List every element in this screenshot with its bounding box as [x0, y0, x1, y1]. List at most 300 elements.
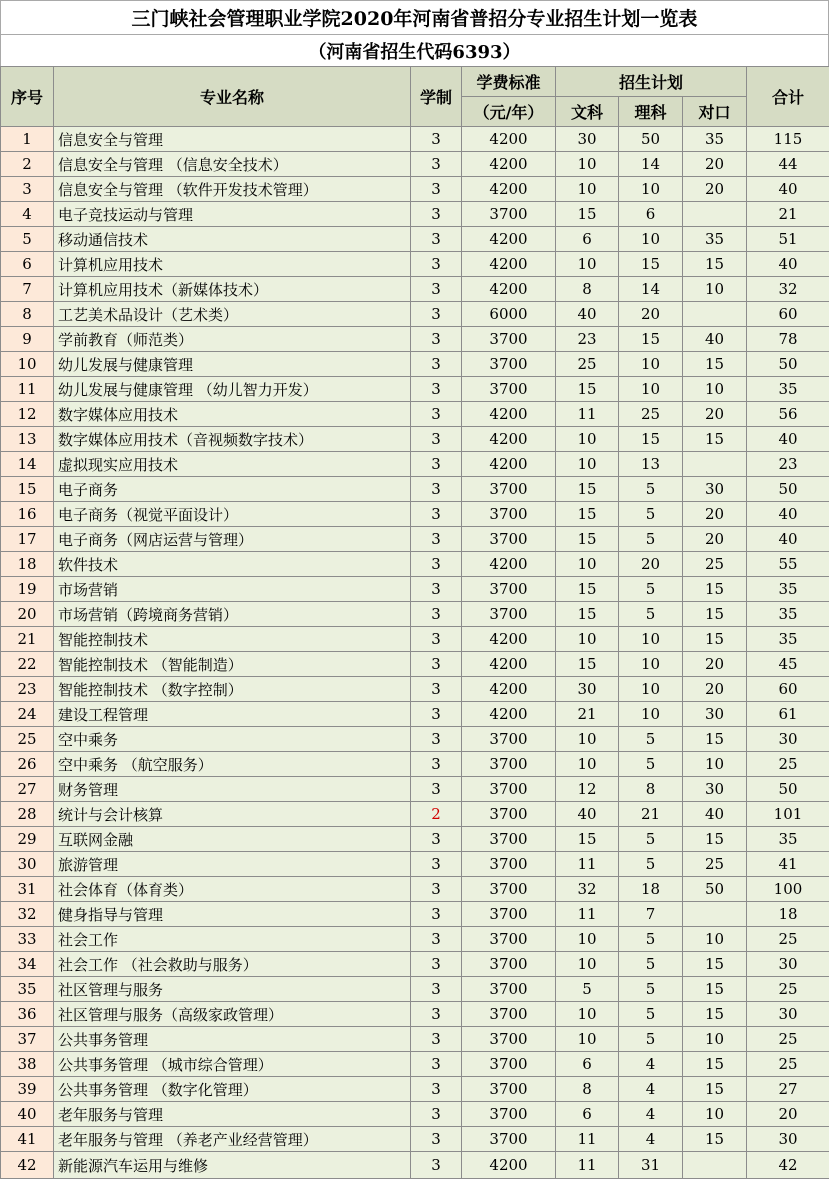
cell-science: 10	[619, 702, 683, 727]
cell-duration: 3	[411, 177, 462, 202]
cell-fee: 4200	[462, 452, 556, 477]
cell-science: 10	[619, 677, 683, 702]
cell-fee: 4200	[462, 177, 556, 202]
cell-arts: 10	[556, 627, 619, 652]
cell-arts: 10	[556, 1027, 619, 1052]
cell-arts: 15	[556, 502, 619, 527]
cell-fee: 3700	[462, 727, 556, 752]
cell-major-name: 智能控制技术	[54, 627, 411, 652]
cell-science: 5	[619, 927, 683, 952]
cell-vocational	[683, 452, 747, 477]
cell-fee: 4200	[462, 552, 556, 577]
cell-vocational: 15	[683, 827, 747, 852]
cell-fee: 3700	[462, 777, 556, 802]
cell-seq: 28	[1, 802, 54, 827]
cell-seq: 10	[1, 352, 54, 377]
cell-duration: 3	[411, 577, 462, 602]
cell-science: 10	[619, 652, 683, 677]
cell-major-name: 数字媒体应用技术（音视频数字技术）	[54, 427, 411, 452]
cell-science: 5	[619, 577, 683, 602]
table-row	[1, 577, 829, 602]
cell-major-name: 计算机应用技术	[54, 252, 411, 277]
cell-seq: 38	[1, 1052, 54, 1077]
cell-duration: 3	[411, 752, 462, 777]
cell-arts: 10	[556, 152, 619, 177]
cell-major-name: 社区管理与服务	[54, 977, 411, 1002]
cell-science: 4	[619, 1077, 683, 1102]
cell-total: 21	[747, 202, 829, 227]
cell-vocational	[683, 902, 747, 927]
cell-major-name: 幼儿发展与健康管理	[54, 352, 411, 377]
cell-fee: 3700	[462, 827, 556, 852]
cell-total: 100	[747, 877, 829, 902]
cell-science: 5	[619, 502, 683, 527]
cell-duration: 3	[411, 1027, 462, 1052]
cell-total: 30	[747, 1002, 829, 1027]
cell-science: 25	[619, 402, 683, 427]
cell-major-name: 信息安全与管理 （信息安全技术）	[54, 152, 411, 177]
cell-major-name: 互联网金融	[54, 827, 411, 852]
cell-fee: 3700	[462, 477, 556, 502]
cell-arts: 6	[556, 1102, 619, 1127]
cell-seq: 35	[1, 977, 54, 1002]
cell-vocational: 20	[683, 402, 747, 427]
cell-seq: 20	[1, 602, 54, 627]
cell-major-name: 空中乘务	[54, 727, 411, 752]
cell-major-name: 幼儿发展与健康管理 （幼儿智力开发）	[54, 377, 411, 402]
table-row	[1, 527, 829, 552]
cell-duration: 3	[411, 402, 462, 427]
table-row	[1, 1077, 829, 1102]
cell-total: 55	[747, 552, 829, 577]
cell-major-name: 社会工作 （社会救助与服务）	[54, 952, 411, 977]
cell-major-name: 智能控制技术 （数字控制）	[54, 677, 411, 702]
cell-seq: 34	[1, 952, 54, 977]
cell-vocational: 10	[683, 752, 747, 777]
cell-seq: 13	[1, 427, 54, 452]
cell-total: 40	[747, 177, 829, 202]
cell-total: 25	[747, 977, 829, 1002]
cell-vocational: 15	[683, 627, 747, 652]
cell-total: 61	[747, 702, 829, 727]
cell-seq: 17	[1, 527, 54, 552]
table-row	[1, 1127, 829, 1152]
cell-duration: 2	[411, 802, 462, 827]
cell-major-name: 工艺美术品设计（艺术类）	[54, 302, 411, 327]
cell-total: 35	[747, 827, 829, 852]
header-science: 理科	[619, 97, 683, 127]
cell-science: 14	[619, 277, 683, 302]
cell-science: 15	[619, 327, 683, 352]
cell-total: 35	[747, 602, 829, 627]
cell-total: 51	[747, 227, 829, 252]
cell-total: 30	[747, 1127, 829, 1152]
cell-fee: 3700	[462, 1102, 556, 1127]
table-row	[1, 927, 829, 952]
cell-seq: 15	[1, 477, 54, 502]
cell-total: 50	[747, 352, 829, 377]
cell-vocational: 15	[683, 1127, 747, 1152]
cell-science: 7	[619, 902, 683, 927]
cell-vocational: 20	[683, 527, 747, 552]
cell-science: 10	[619, 177, 683, 202]
cell-duration: 3	[411, 327, 462, 352]
cell-major-name: 老年服务与管理	[54, 1102, 411, 1127]
cell-total: 40	[747, 527, 829, 552]
cell-duration: 3	[411, 877, 462, 902]
cell-major-name: 市场营销（跨境商务营销）	[54, 602, 411, 627]
cell-total: 25	[747, 1027, 829, 1052]
cell-arts: 10	[556, 427, 619, 452]
cell-total: 42	[747, 1152, 829, 1179]
cell-arts: 10	[556, 177, 619, 202]
cell-seq: 32	[1, 902, 54, 927]
cell-total: 115	[747, 127, 829, 152]
table-row	[1, 877, 829, 902]
cell-major-name: 电子商务（视觉平面设计）	[54, 502, 411, 527]
cell-duration: 3	[411, 952, 462, 977]
cell-seq: 24	[1, 702, 54, 727]
cell-vocational: 15	[683, 577, 747, 602]
cell-arts: 6	[556, 1052, 619, 1077]
cell-vocational: 15	[683, 252, 747, 277]
cell-seq: 30	[1, 852, 54, 877]
cell-science: 10	[619, 352, 683, 377]
table-body	[1, 127, 829, 1179]
cell-duration: 3	[411, 1127, 462, 1152]
header-fee-unit: （元/年）	[462, 97, 556, 127]
cell-vocational: 15	[683, 427, 747, 452]
cell-major-name: 移动通信技术	[54, 227, 411, 252]
cell-total: 60	[747, 302, 829, 327]
cell-total: 60	[747, 677, 829, 702]
cell-total: 35	[747, 627, 829, 652]
cell-duration: 3	[411, 977, 462, 1002]
cell-vocational	[683, 1152, 747, 1179]
table-row	[1, 1027, 829, 1052]
cell-fee: 3700	[462, 327, 556, 352]
cell-duration: 3	[411, 1077, 462, 1102]
cell-fee: 4200	[462, 627, 556, 652]
cell-major-name: 财务管理	[54, 777, 411, 802]
table-row	[1, 1152, 829, 1179]
table-row	[1, 152, 829, 177]
cell-fee: 4200	[462, 1152, 556, 1179]
cell-duration: 3	[411, 1102, 462, 1127]
cell-duration: 3	[411, 652, 462, 677]
header-arts: 文科	[556, 97, 619, 127]
cell-science: 20	[619, 552, 683, 577]
cell-fee: 4200	[462, 227, 556, 252]
cell-seq: 6	[1, 252, 54, 277]
table-row	[1, 802, 829, 827]
cell-vocational: 25	[683, 852, 747, 877]
cell-arts: 11	[556, 852, 619, 877]
cell-duration: 3	[411, 302, 462, 327]
cell-vocational: 15	[683, 727, 747, 752]
table-row	[1, 827, 829, 852]
cell-duration: 3	[411, 452, 462, 477]
cell-fee: 4200	[462, 277, 556, 302]
cell-duration: 3	[411, 852, 462, 877]
cell-science: 10	[619, 227, 683, 252]
cell-vocational	[683, 202, 747, 227]
cell-arts: 10	[556, 552, 619, 577]
table-row	[1, 977, 829, 1002]
cell-science: 4	[619, 1102, 683, 1127]
cell-major-name: 社区管理与服务（高级家政管理）	[54, 1002, 411, 1027]
cell-total: 25	[747, 752, 829, 777]
cell-duration: 3	[411, 1002, 462, 1027]
cell-major-name: 社会工作	[54, 927, 411, 952]
cell-seq: 2	[1, 152, 54, 177]
table-row	[1, 302, 829, 327]
cell-major-name: 公共事务管理	[54, 1027, 411, 1052]
cell-total: 30	[747, 952, 829, 977]
table-row	[1, 552, 829, 577]
header-total: 合计	[747, 67, 829, 127]
cell-arts: 23	[556, 327, 619, 352]
header-seq: 序号	[1, 67, 54, 127]
cell-seq: 21	[1, 627, 54, 652]
cell-seq: 29	[1, 827, 54, 852]
cell-seq: 36	[1, 1002, 54, 1027]
table-row	[1, 677, 829, 702]
cell-fee: 3700	[462, 952, 556, 977]
cell-fee: 3700	[462, 902, 556, 927]
cell-fee: 3700	[462, 527, 556, 552]
cell-science: 5	[619, 477, 683, 502]
cell-duration: 3	[411, 552, 462, 577]
cell-major-name: 数字媒体应用技术	[54, 402, 411, 427]
table-row	[1, 652, 829, 677]
cell-arts: 15	[556, 202, 619, 227]
cell-vocational: 20	[683, 152, 747, 177]
cell-vocational: 15	[683, 1002, 747, 1027]
cell-major-name: 公共事务管理 （数字化管理）	[54, 1077, 411, 1102]
cell-science: 15	[619, 427, 683, 452]
cell-vocational: 25	[683, 552, 747, 577]
cell-duration: 3	[411, 277, 462, 302]
cell-total: 32	[747, 277, 829, 302]
cell-duration: 3	[411, 127, 462, 152]
cell-arts: 11	[556, 402, 619, 427]
cell-duration: 3	[411, 427, 462, 452]
cell-science: 5	[619, 1002, 683, 1027]
cell-total: 50	[747, 777, 829, 802]
cell-seq: 40	[1, 1102, 54, 1127]
cell-seq: 9	[1, 327, 54, 352]
cell-major-name: 市场营销	[54, 577, 411, 602]
header-fee: 学费标准	[462, 67, 556, 97]
cell-major-name: 新能源汽车运用与维修	[54, 1152, 411, 1179]
cell-vocational: 40	[683, 327, 747, 352]
cell-fee: 4200	[462, 152, 556, 177]
cell-arts: 10	[556, 1002, 619, 1027]
cell-arts: 40	[556, 302, 619, 327]
cell-major-name: 智能控制技术 （智能制造）	[54, 652, 411, 677]
cell-science: 15	[619, 252, 683, 277]
table-row	[1, 477, 829, 502]
table-row	[1, 727, 829, 752]
cell-total: 41	[747, 852, 829, 877]
cell-fee: 3700	[462, 502, 556, 527]
cell-duration: 3	[411, 502, 462, 527]
table-row	[1, 1002, 829, 1027]
cell-arts: 15	[556, 602, 619, 627]
cell-science: 21	[619, 802, 683, 827]
cell-vocational: 15	[683, 952, 747, 977]
cell-science: 10	[619, 627, 683, 652]
cell-fee: 4200	[462, 427, 556, 452]
cell-arts: 15	[556, 827, 619, 852]
cell-major-name: 建设工程管理	[54, 702, 411, 727]
cell-fee: 3700	[462, 377, 556, 402]
cell-arts: 15	[556, 652, 619, 677]
cell-seq: 19	[1, 577, 54, 602]
cell-science: 5	[619, 852, 683, 877]
cell-science: 5	[619, 727, 683, 752]
cell-vocational: 35	[683, 227, 747, 252]
cell-fee: 4200	[462, 402, 556, 427]
cell-science: 5	[619, 1027, 683, 1052]
cell-seq: 16	[1, 502, 54, 527]
cell-duration: 3	[411, 377, 462, 402]
cell-fee: 3700	[462, 852, 556, 877]
cell-major-name: 健身指导与管理	[54, 902, 411, 927]
cell-major-name: 社会体育（体育类）	[54, 877, 411, 902]
cell-vocational: 15	[683, 1052, 747, 1077]
cell-science: 5	[619, 527, 683, 552]
cell-total: 50	[747, 477, 829, 502]
cell-arts: 10	[556, 727, 619, 752]
cell-vocational	[683, 302, 747, 327]
table-row	[1, 702, 829, 727]
cell-arts: 11	[556, 902, 619, 927]
cell-duration: 3	[411, 152, 462, 177]
cell-vocational: 20	[683, 652, 747, 677]
cell-major-name: 信息安全与管理	[54, 127, 411, 152]
cell-science: 14	[619, 152, 683, 177]
cell-fee: 4200	[462, 252, 556, 277]
cell-arts: 15	[556, 477, 619, 502]
table-row	[1, 902, 829, 927]
cell-total: 25	[747, 1052, 829, 1077]
cell-seq: 41	[1, 1127, 54, 1152]
cell-seq: 8	[1, 302, 54, 327]
table-row	[1, 377, 829, 402]
cell-arts: 30	[556, 127, 619, 152]
cell-seq: 31	[1, 877, 54, 902]
cell-total: 44	[747, 152, 829, 177]
table-row	[1, 327, 829, 352]
cell-fee: 3700	[462, 202, 556, 227]
cell-science: 10	[619, 377, 683, 402]
cell-fee: 3700	[462, 1027, 556, 1052]
cell-duration: 3	[411, 202, 462, 227]
table-row	[1, 127, 829, 152]
header-vocational: 对口	[683, 97, 747, 127]
cell-fee: 3700	[462, 352, 556, 377]
cell-seq: 3	[1, 177, 54, 202]
cell-science: 5	[619, 602, 683, 627]
cell-arts: 10	[556, 252, 619, 277]
cell-arts: 30	[556, 677, 619, 702]
cell-duration: 3	[411, 702, 462, 727]
cell-seq: 39	[1, 1077, 54, 1102]
cell-arts: 8	[556, 1077, 619, 1102]
cell-duration: 3	[411, 927, 462, 952]
cell-arts: 11	[556, 1127, 619, 1152]
cell-arts: 5	[556, 977, 619, 1002]
cell-fee: 3700	[462, 752, 556, 777]
cell-arts: 15	[556, 577, 619, 602]
cell-seq: 1	[1, 127, 54, 152]
cell-vocational: 10	[683, 1027, 747, 1052]
cell-fee: 3700	[462, 1077, 556, 1102]
cell-arts: 15	[556, 527, 619, 552]
cell-total: 56	[747, 402, 829, 427]
cell-duration: 3	[411, 827, 462, 852]
cell-vocational: 15	[683, 977, 747, 1002]
cell-duration: 3	[411, 777, 462, 802]
cell-duration: 3	[411, 727, 462, 752]
cell-major-name: 公共事务管理 （城市综合管理）	[54, 1052, 411, 1077]
cell-vocational: 20	[683, 502, 747, 527]
cell-seq: 14	[1, 452, 54, 477]
cell-duration: 3	[411, 1052, 462, 1077]
cell-science: 31	[619, 1152, 683, 1179]
cell-total: 20	[747, 1102, 829, 1127]
cell-total: 27	[747, 1077, 829, 1102]
cell-seq: 33	[1, 927, 54, 952]
table-row	[1, 202, 829, 227]
cell-seq: 37	[1, 1027, 54, 1052]
cell-fee: 4200	[462, 702, 556, 727]
cell-science: 8	[619, 777, 683, 802]
cell-duration: 3	[411, 902, 462, 927]
cell-seq: 5	[1, 227, 54, 252]
table-row	[1, 177, 829, 202]
cell-duration: 3	[411, 477, 462, 502]
cell-seq: 42	[1, 1152, 54, 1179]
cell-major-name: 软件技术	[54, 552, 411, 577]
cell-science: 5	[619, 952, 683, 977]
cell-seq: 27	[1, 777, 54, 802]
table-row	[1, 427, 829, 452]
cell-total: 25	[747, 927, 829, 952]
cell-arts: 11	[556, 1152, 619, 1179]
sheet-title: 三门峡社会管理职业学院2020年河南省普招分专业招生计划一览表	[0, 0, 829, 34]
cell-seq: 4	[1, 202, 54, 227]
cell-fee: 3700	[462, 577, 556, 602]
cell-seq: 25	[1, 727, 54, 752]
cell-duration: 3	[411, 1152, 462, 1179]
cell-duration: 3	[411, 527, 462, 552]
cell-major-name: 统计与会计核算	[54, 802, 411, 827]
cell-total: 45	[747, 652, 829, 677]
cell-science: 4	[619, 1127, 683, 1152]
cell-total: 101	[747, 802, 829, 827]
cell-fee: 3700	[462, 977, 556, 1002]
header-name: 专业名称	[54, 67, 411, 127]
enrollment-table	[0, 66, 829, 1179]
sheet-subtitle: （河南省招生代码6393）	[0, 34, 829, 66]
cell-seq: 11	[1, 377, 54, 402]
cell-total: 40	[747, 252, 829, 277]
cell-arts: 12	[556, 777, 619, 802]
table-row	[1, 402, 829, 427]
